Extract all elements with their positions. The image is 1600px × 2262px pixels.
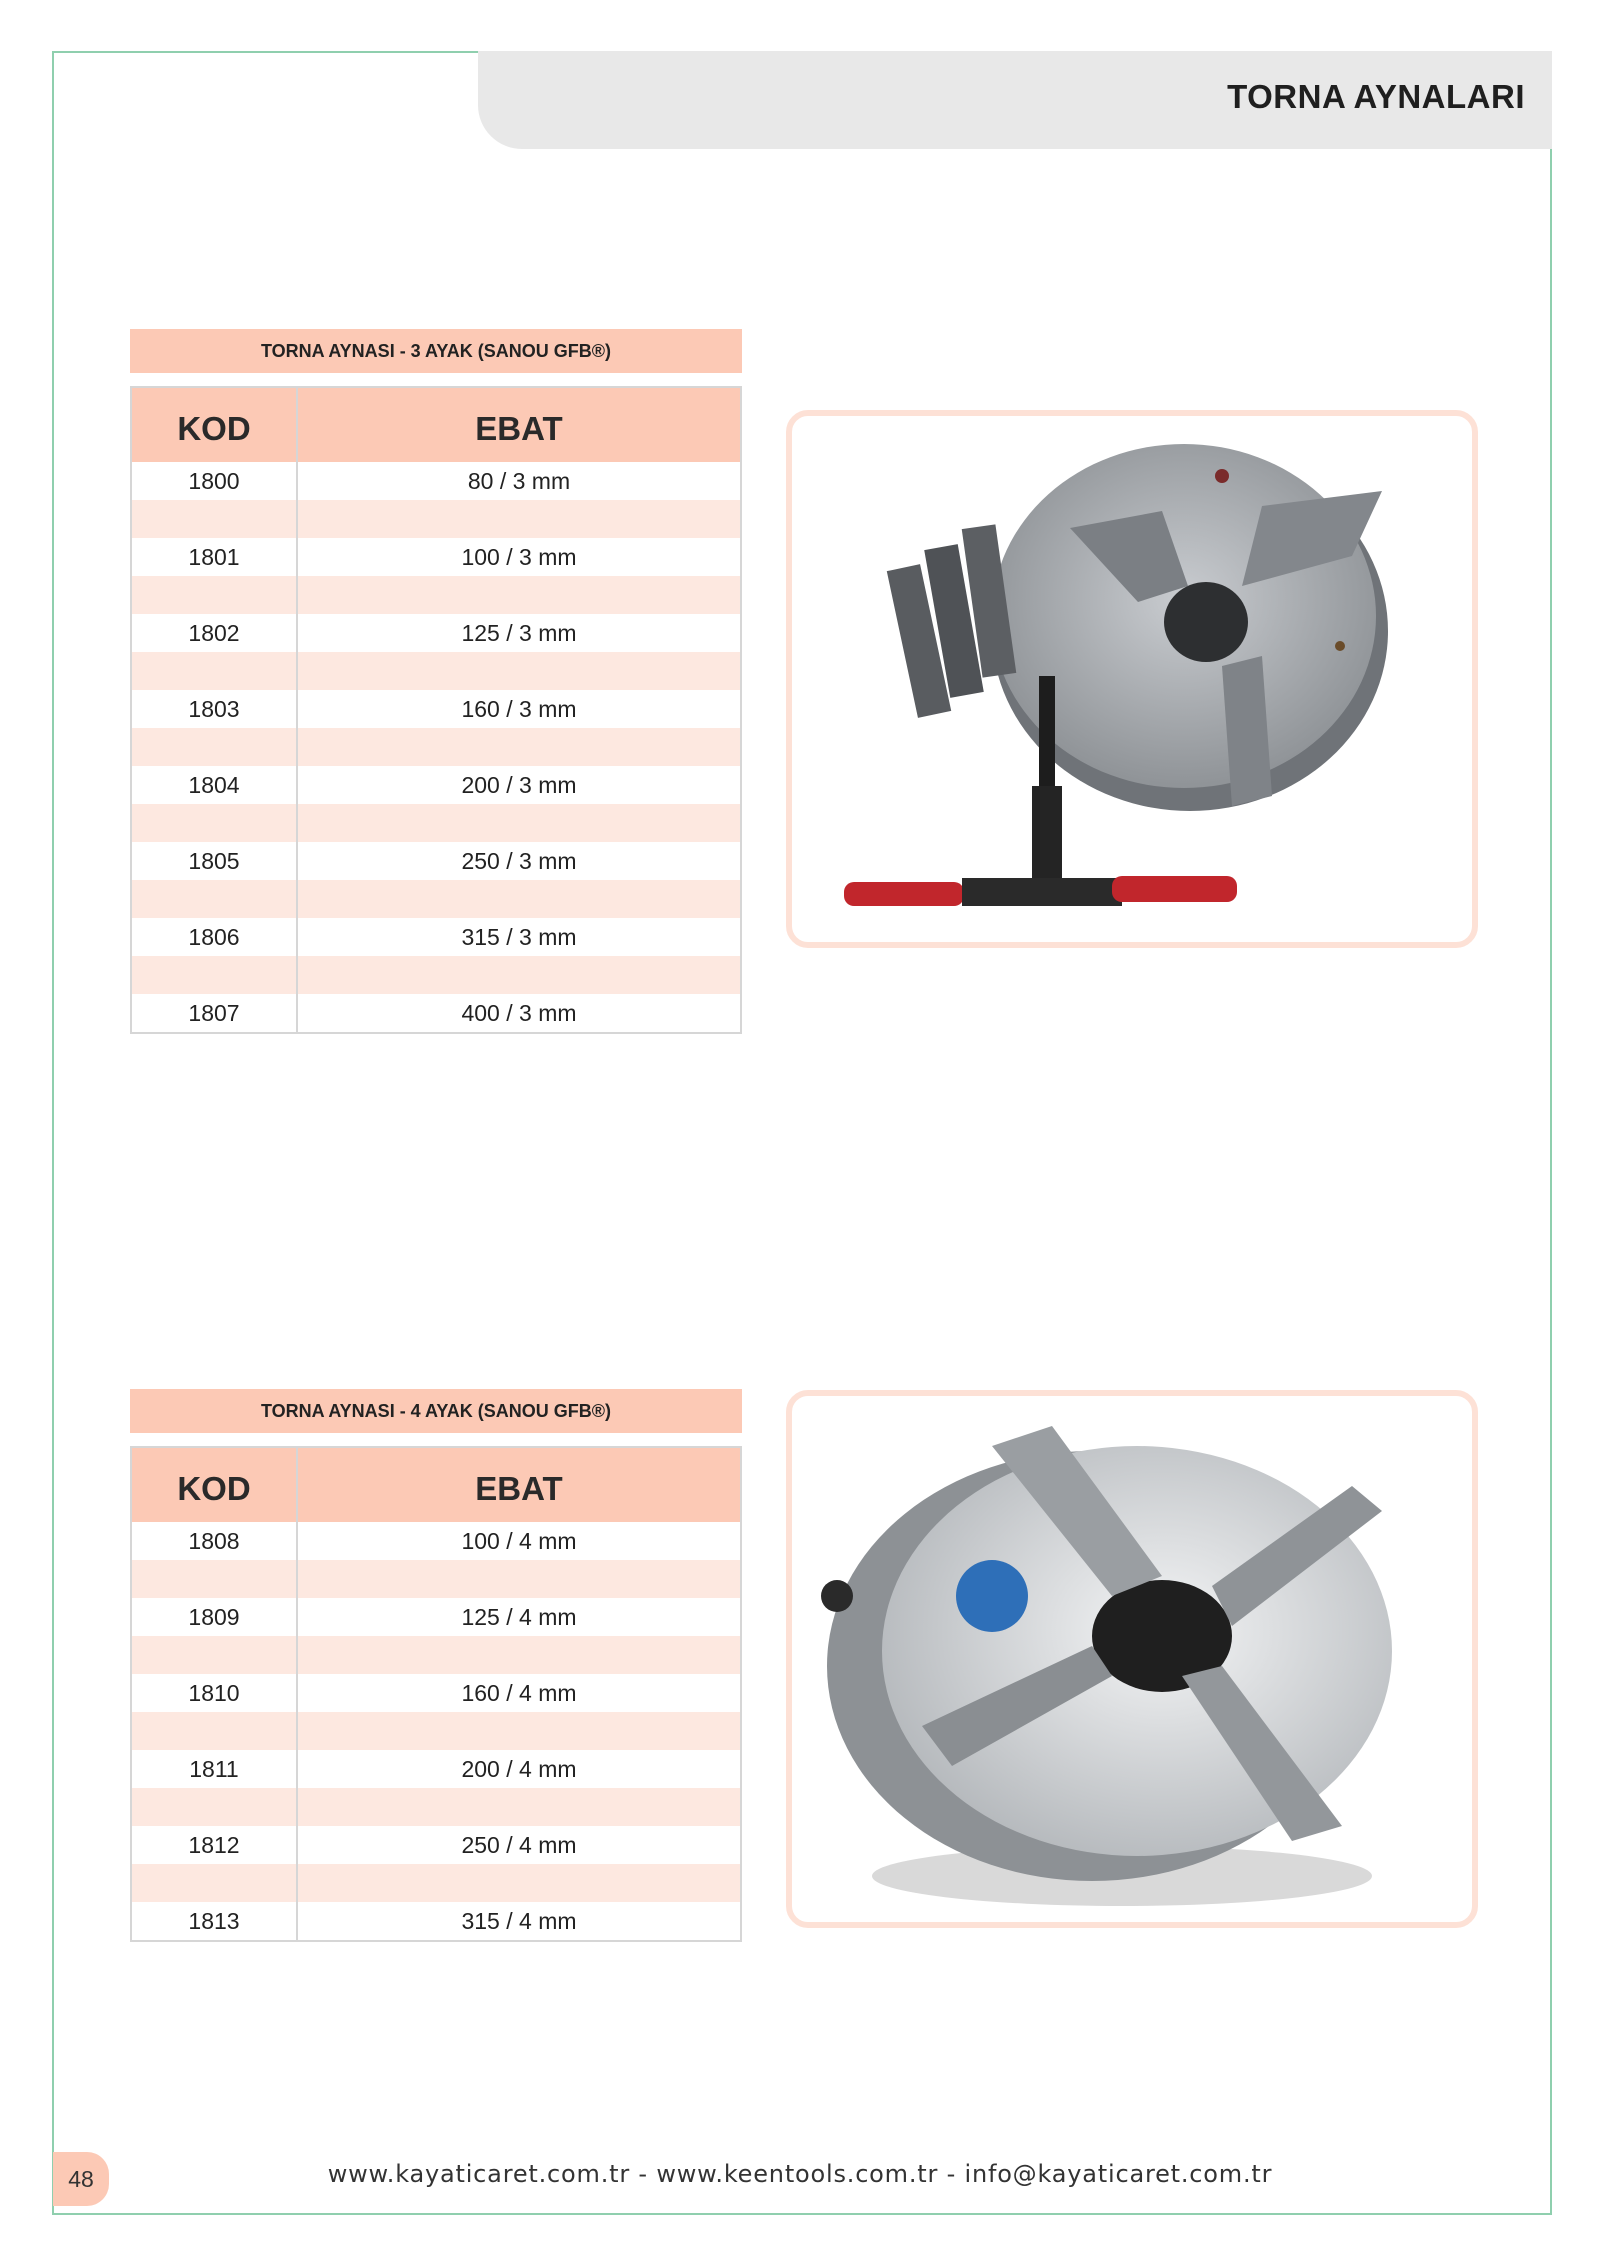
row-spacer — [132, 1864, 740, 1902]
cell-ebat: 315 / 4 mm — [461, 1907, 577, 1934]
cell-ebat: 250 / 3 mm — [461, 847, 577, 874]
page-number: 48 — [53, 2152, 109, 2206]
cell-kod: 1809 — [132, 1598, 298, 1636]
cell-kod: 1807 — [132, 994, 298, 1032]
four-jaw-chuck-illustration — [792, 1396, 1472, 1922]
table-row — [132, 1826, 740, 1864]
cell-ebat: 250 / 4 mm — [461, 1831, 577, 1858]
section-title-4-jaw: TORNA AYNASI - 4 AYAK (SANOU GFB®) — [130, 1389, 742, 1433]
row-spacer — [132, 576, 740, 614]
section-title-3-jaw: TORNA AYNASI - 3 AYAK (SANOU GFB®) — [130, 329, 742, 373]
row-spacer — [132, 652, 740, 690]
row-spacer — [132, 1712, 740, 1750]
product-photo-4-jaw-chuck — [786, 1390, 1478, 1928]
table-row — [132, 1902, 740, 1940]
page-title: TORNA AYNALARI — [1227, 78, 1525, 115]
table-row — [132, 842, 740, 880]
table-header — [132, 1448, 740, 1522]
product-photo-3-jaw-chuck — [786, 410, 1478, 948]
cell-kod: 1806 — [132, 918, 298, 956]
cell-ebat: 160 / 4 mm — [461, 1679, 577, 1706]
cell-kod: 1808 — [132, 1522, 298, 1560]
row-spacer — [132, 804, 740, 842]
cell-kod: 1810 — [132, 1674, 298, 1712]
table-row — [132, 1598, 740, 1636]
table-row — [132, 1674, 740, 1712]
cell-kod: 1800 — [132, 462, 298, 500]
table-row — [132, 690, 740, 728]
table-row — [132, 538, 740, 576]
cell-kod: 1801 — [132, 538, 298, 576]
table-row — [132, 918, 740, 956]
footer-contact: www.kayaticaret.com.tr - www.keentools.com.tr - info@kayaticaret.com.tr — [327, 2160, 1273, 2188]
table-row — [132, 766, 740, 804]
cell-kod: 1812 — [132, 1826, 298, 1864]
cell-ebat: 200 / 4 mm — [461, 1755, 577, 1782]
cell-ebat: 160 / 3 mm — [461, 695, 577, 722]
table-row — [132, 1750, 740, 1788]
table-3-jaw — [130, 386, 742, 1034]
cell-ebat: 315 / 3 mm — [461, 923, 577, 950]
cell-ebat: 80 / 3 mm — [467, 467, 571, 494]
cell-ebat: 200 / 3 mm — [461, 771, 577, 798]
cell-kod: 1805 — [132, 842, 298, 880]
cell-kod: 1803 — [132, 690, 298, 728]
column-header-kod: KOD — [132, 1448, 298, 1522]
cell-ebat: 100 / 3 mm — [461, 543, 577, 570]
row-spacer — [132, 500, 740, 538]
cell-ebat: 125 / 4 mm — [461, 1603, 577, 1630]
table-row — [132, 1522, 740, 1560]
table-row — [132, 994, 740, 1032]
column-header-ebat: EBAT — [475, 410, 563, 447]
cell-kod: 1813 — [132, 1902, 298, 1940]
table-row — [132, 462, 740, 500]
cell-kod: 1802 — [132, 614, 298, 652]
cell-kod: 1804 — [132, 766, 298, 804]
row-spacer — [132, 880, 740, 918]
row-spacer — [132, 1636, 740, 1674]
row-spacer — [132, 1788, 740, 1826]
table-row — [132, 614, 740, 652]
table-header — [132, 388, 740, 462]
column-header-ebat: EBAT — [475, 1470, 563, 1507]
three-jaw-chuck-illustration — [792, 416, 1472, 942]
table-4-jaw — [130, 1446, 742, 1942]
cell-ebat: 400 / 3 mm — [461, 999, 577, 1026]
cell-ebat: 125 / 3 mm — [461, 619, 577, 646]
column-header-kod: KOD — [132, 388, 298, 462]
cell-ebat: 100 / 4 mm — [461, 1527, 577, 1554]
row-spacer — [132, 728, 740, 766]
row-spacer — [132, 1560, 740, 1598]
cell-kod: 1811 — [132, 1750, 298, 1788]
row-spacer — [132, 956, 740, 994]
